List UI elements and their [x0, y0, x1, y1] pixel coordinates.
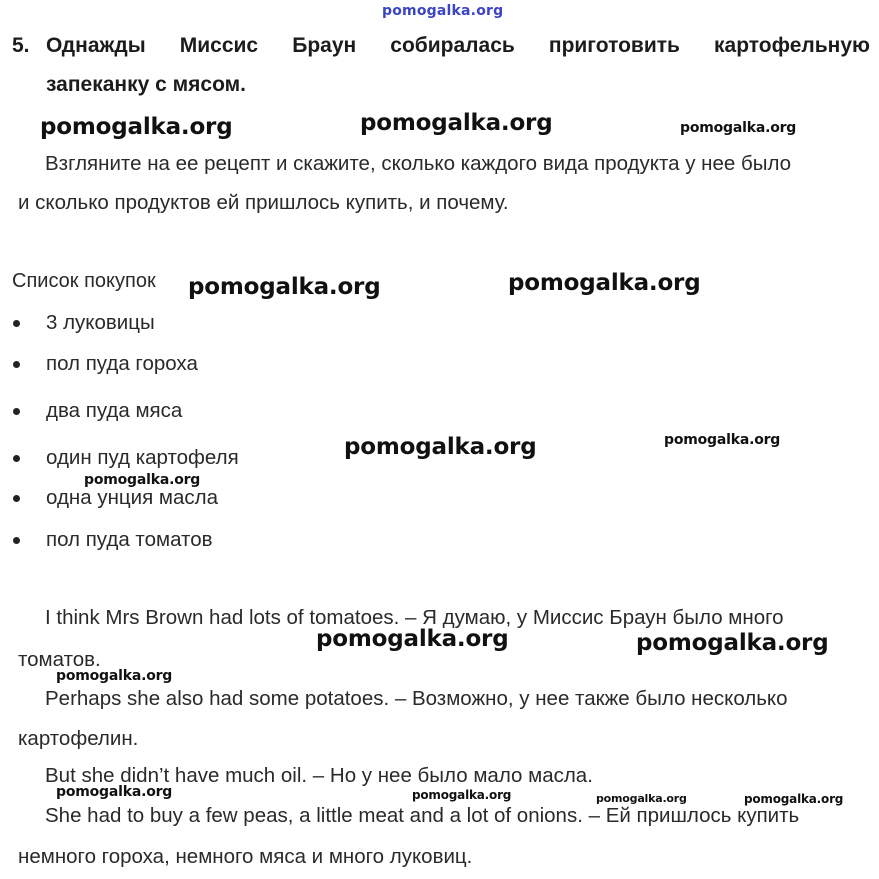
list-item: один пуд картофеля	[46, 446, 239, 469]
answer-1-line-2: томатов.	[18, 648, 101, 671]
bullet-icon	[13, 408, 20, 415]
watermark: pomogalka.org	[596, 792, 687, 805]
watermark: pomogalka.org	[744, 792, 844, 806]
bullet-icon	[13, 320, 20, 327]
answer-4-line-2: немного гороха, немного мяса и много луковиц.	[18, 845, 473, 868]
watermark: pomogalka.org	[508, 270, 701, 296]
task-title-line-2: запеканку с мясом.	[46, 73, 247, 96]
watermark: pomogalka.org	[664, 432, 781, 448]
watermark: pomogalka.org	[412, 788, 512, 802]
list-item: пол пуда томатов	[46, 528, 213, 551]
watermark: pomogalka.org	[680, 120, 797, 136]
title-word: Однажды	[46, 34, 146, 57]
watermark: pomogalka.org	[188, 274, 381, 300]
watermark: pomogalka.org	[636, 630, 829, 656]
title-word: Браун	[292, 34, 357, 57]
answer-3-line-1: But she didn’t have much oil. – Но у нее было мало масла.	[45, 764, 593, 787]
bullet-icon	[13, 455, 20, 462]
task-number: 5.	[12, 34, 30, 57]
watermark: pomogalka.org	[344, 434, 537, 460]
shopping-list-heading: Список покупок	[12, 270, 156, 292]
watermark: pomogalka.org	[360, 110, 553, 136]
watermark: pomogalka.org	[40, 114, 233, 140]
instruction-line-1: Взгляните на ее рецепт и скажите, сколько каждого вида продукта у нее было	[45, 152, 792, 175]
watermark: pomogalka.org	[56, 784, 173, 800]
list-item: пол пуда гороха	[46, 352, 198, 375]
watermark: pomogalka.org	[316, 626, 509, 652]
answer-1-line-1: I think Mrs Brown had lots of tomatoes. – Я думаю, у Миссис Браун было много	[45, 606, 784, 629]
bullet-icon	[13, 495, 20, 502]
answer-4-line-1: She had to buy a few peas, a little meat and a lot of onions. – Ей пришлось купить	[45, 804, 800, 827]
list-item: два пуда мяса	[46, 399, 183, 422]
site-link[interactable]: pomogalka.org	[382, 3, 504, 19]
title-word: приготовить	[548, 34, 680, 57]
task-title-line-1	[46, 34, 870, 58]
list-item: одна унция масла	[46, 486, 218, 509]
answer-2-line-2: картофелин.	[18, 727, 139, 750]
list-item: 3 луковицы	[46, 311, 155, 334]
watermark: pomogalka.org	[56, 668, 173, 684]
title-word: собиралась	[390, 34, 515, 57]
title-word: картофельную	[714, 34, 870, 57]
title-word: Миссис	[179, 34, 259, 57]
answer-2-line-1: Perhaps she also had some potatoes. – Возможно, у нее также было несколько	[45, 687, 788, 710]
bullet-icon	[13, 361, 20, 368]
watermark: pomogalka.org	[84, 472, 201, 488]
instruction-line-2: и сколько продуктов ей пришлось купить, и почему.	[18, 191, 509, 214]
bullet-icon	[13, 537, 20, 544]
